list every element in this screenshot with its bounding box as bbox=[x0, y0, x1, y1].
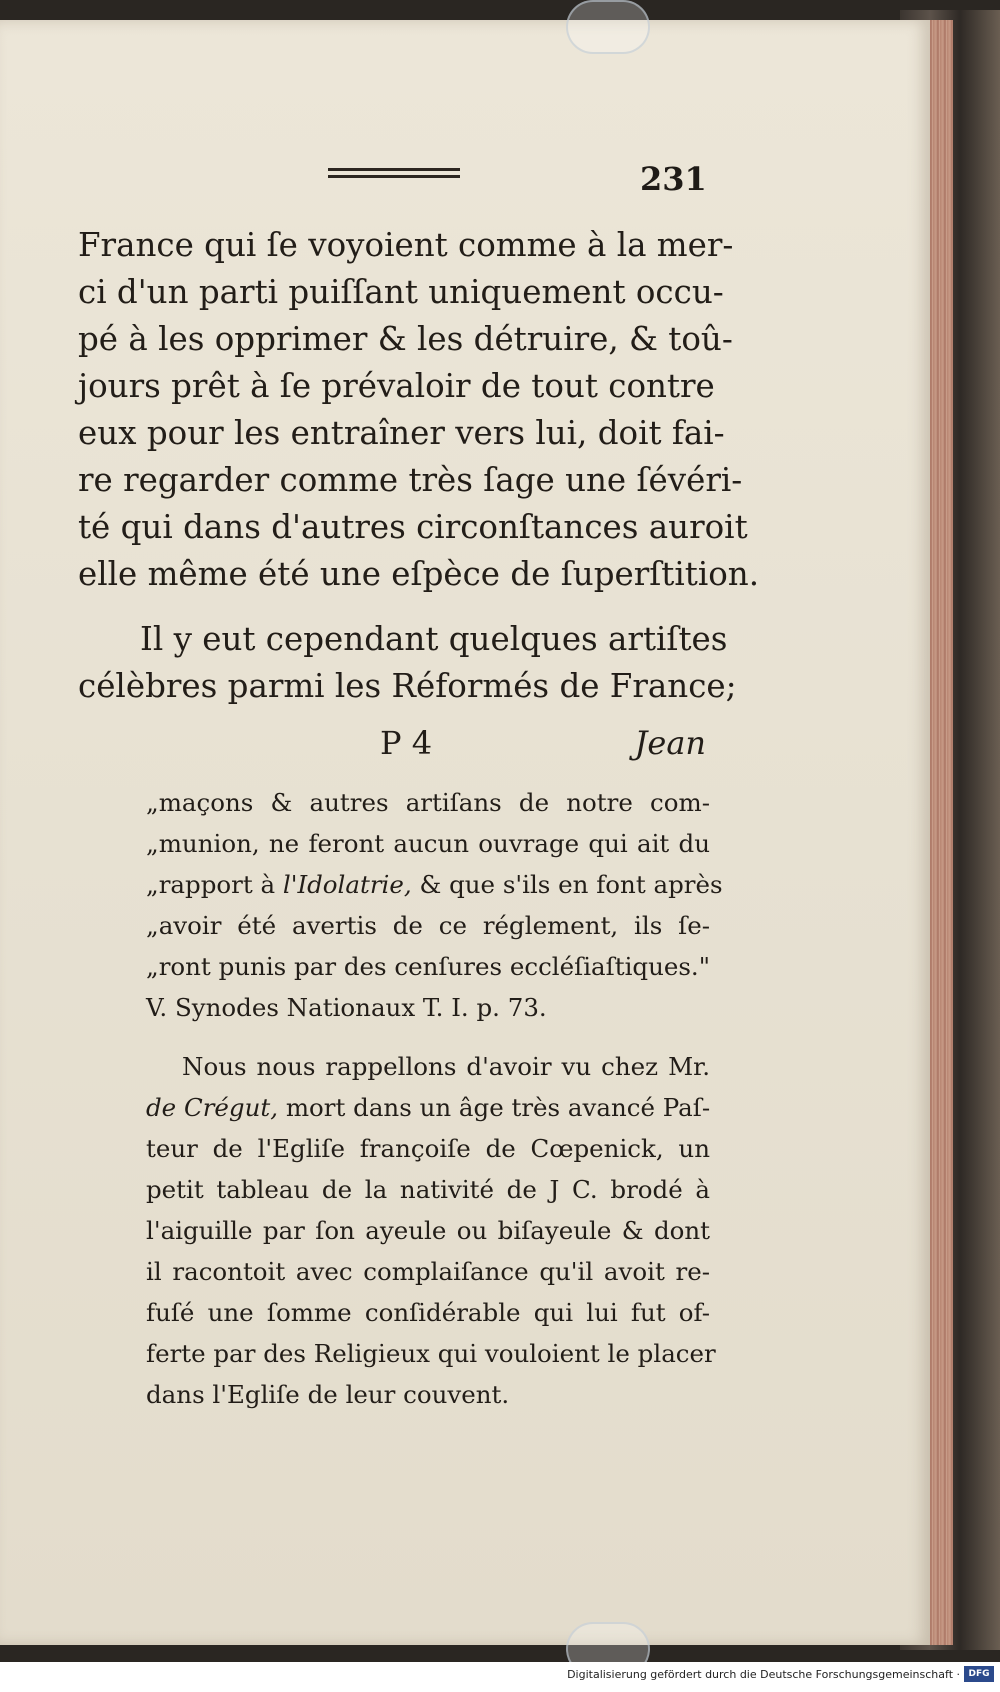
text-line: té qui dans d'autres circonſtances auroit bbox=[78, 508, 748, 546]
text-line: re regarder comme très ſage une ſévéri- bbox=[78, 461, 743, 499]
footnote-line: „munion, ne feront aucun ouvrage qui ait du bbox=[146, 829, 710, 858]
text-line: ci d'un parti puiſſant uniquement occu- bbox=[78, 273, 724, 311]
footer-credit: Digitalisierung gefördert durch die Deutsche Forschungsgemeinschaft · bbox=[567, 1668, 960, 1681]
footnote-line: il racontoit avec complaiſance qu'il avoit re- bbox=[146, 1257, 710, 1286]
footnote-line: „rapport à l'Idolatrie, & que s'ils en font après bbox=[146, 870, 723, 899]
paragraph-2 bbox=[78, 616, 737, 710]
catch-line bbox=[380, 724, 706, 772]
text-line: célèbres parmi les Réformés de France; bbox=[78, 667, 737, 705]
footnote-line: „ront punis par des cenſures eccléſiaſtiques." bbox=[146, 952, 710, 981]
dfg-logo: DFG bbox=[964, 1666, 994, 1682]
text-line: jours prêt à ſe prévaloir de tout contre bbox=[78, 367, 715, 405]
main-text bbox=[78, 222, 760, 710]
text-line: elle même été une eſpèce de ſuperſtition. bbox=[78, 555, 760, 593]
footnote-line: petit tableau de la nativité de J C. brodé à bbox=[146, 1175, 710, 1204]
footnote-line: l'aiguille par ſon ayeule ou biſayeule & dont bbox=[146, 1216, 710, 1245]
catchword: Jean bbox=[634, 724, 706, 762]
footnote-line: V. Synodes Nationaux T. I. p. 73. bbox=[146, 993, 547, 1022]
footnote-line: de Crégut, mort dans un âge très avancé Paſ- bbox=[146, 1093, 711, 1122]
footnote-line: dans l'Egliſe de leur couvent. bbox=[146, 1380, 510, 1409]
footnote-paragraph bbox=[146, 1046, 716, 1415]
paragraph-1 bbox=[78, 222, 760, 598]
signature-mark: P 4 bbox=[380, 724, 433, 762]
footnote-line: ferte par des Religieux qui vouloient le placer bbox=[146, 1339, 716, 1368]
text-line: eux pour les entraîner vers lui, doit fai- bbox=[78, 414, 725, 452]
footer-bar bbox=[0, 1662, 1000, 1692]
text-line: France qui ſe voyoient comme à la mer- bbox=[78, 226, 734, 264]
footnote-line: Nous nous rappellons d'avoir vu chez Mr. bbox=[182, 1052, 710, 1081]
page-clip-top bbox=[566, 0, 650, 54]
footnote-line: „avoir été avertis de ce réglement, ils ſe- bbox=[146, 911, 710, 940]
footnote bbox=[146, 782, 723, 1415]
footnote-quote bbox=[146, 782, 723, 1028]
footnote-line: „maçons & autres artiſans de notre com- bbox=[146, 788, 710, 817]
footnote-line: fuſé une ſomme conſidérable qui lui fut of- bbox=[146, 1298, 710, 1327]
footnote-line: teur de l'Egliſe françoiſe de Cœpenick, un bbox=[146, 1134, 710, 1163]
italic-text: l'Idolatrie, bbox=[282, 870, 412, 899]
page-number: 231 bbox=[640, 160, 707, 198]
text-line: Il y eut cependant quelques artiſtes bbox=[140, 620, 728, 658]
text-line: pé à les opprimer & les détruire, & toû- bbox=[78, 320, 733, 358]
italic-text: de Crégut, bbox=[146, 1093, 279, 1122]
header-rule bbox=[328, 168, 460, 178]
